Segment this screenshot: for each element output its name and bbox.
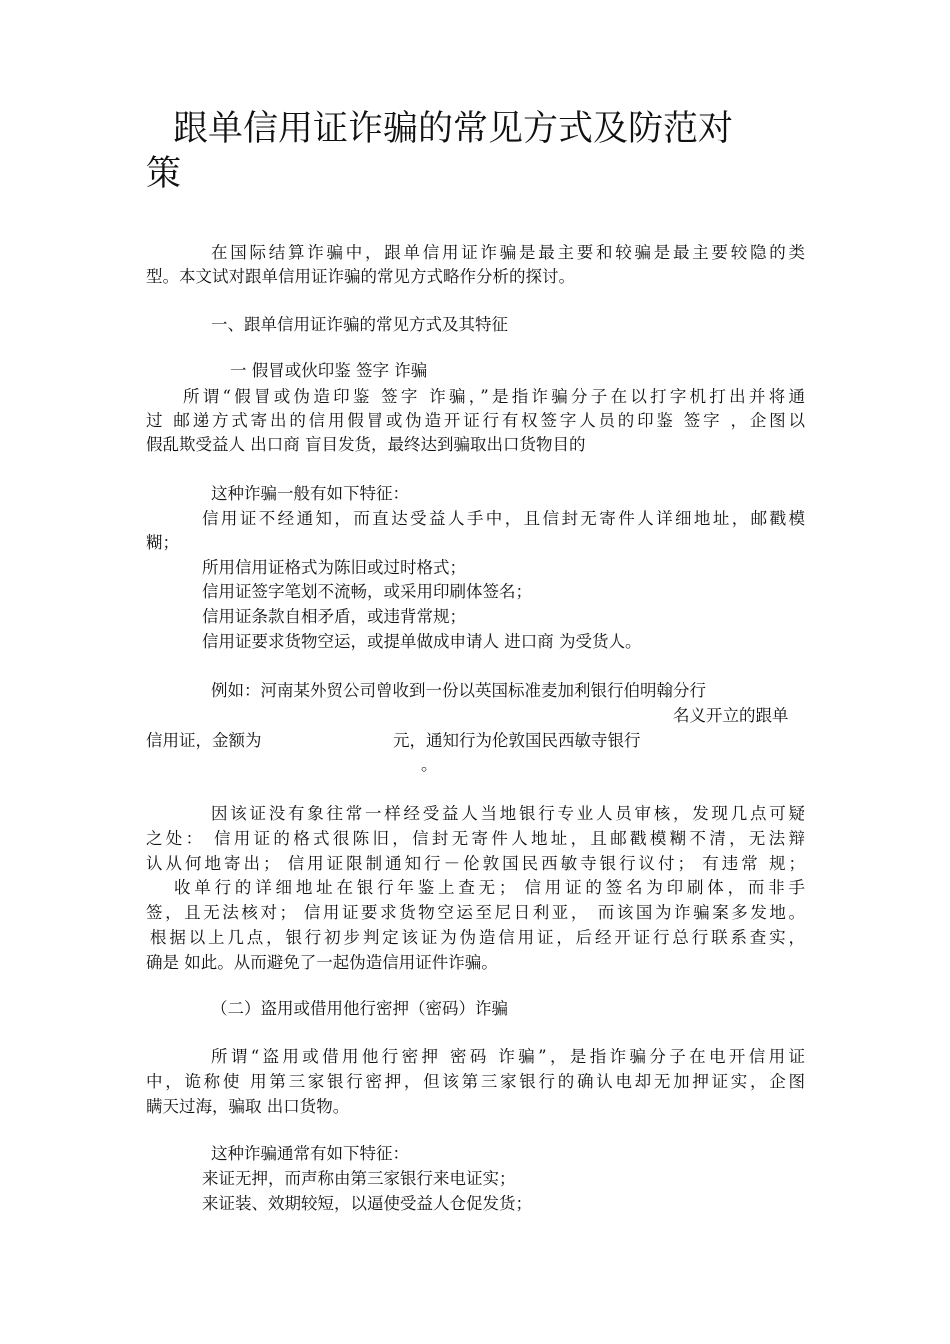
example-line: 元，通知行为伦敦国民西敏寺银行	[393, 731, 641, 750]
intro-paragraph-line: 型。本文试对跟单信用证诈骗的常见方式略作分析的探讨。	[146, 267, 575, 286]
intro-paragraph-line: 在国际结算诈骗中，跟单信用证诈骗是最主要和较骗是最主要较隐的类	[211, 243, 805, 262]
paragraph-line: 假乱欺受益人 出口商 盲目发货，最终达到骗取出口货物目的	[146, 435, 586, 454]
paragraph-line: 收单行的详细地址在银行年鉴上查无； 信用证的签名为印刷体，而非手	[174, 878, 805, 897]
example-line: 例如：河南某外贸公司曾收到一份以英国标准麦加利银行伯明翰分行	[211, 681, 706, 700]
paragraph-line: 确是 如此。从而避免了一起伪造信用证件诈骗。	[146, 953, 498, 972]
feature-item: 所用信用证格式为陈旧或过时格式；	[202, 558, 466, 577]
doc-title-line1: 跟单信用证诈骗的常见方式及防范对	[173, 109, 734, 149]
paragraph-line: 瞒天过海，骗取 出口货物。	[146, 1097, 350, 1116]
paragraph-line: 根据以上几点，银行初步判定该证为伪造信用证，后经开证行总行联系查实，	[150, 928, 805, 947]
subsection-heading: 一 假冒或伙印鉴 签字 诈骗	[230, 361, 428, 380]
feature-item: 糊；	[146, 533, 179, 552]
paragraph-line: 所谓“假冒或伪造印鉴 签字 诈骗，”是指诈骗分子在以打字机打出并将通	[183, 387, 805, 406]
feature-item: 信用证条款自相矛盾，或违背常规；	[202, 607, 466, 626]
features-intro: 这种诈骗一般有如下特征：	[211, 484, 409, 503]
paragraph-line: 所谓“盗用或借用他行密押 密码 诈骗”，是指诈骗分子在电开信用证	[211, 1047, 805, 1066]
example-line: 名义开立的跟单	[673, 706, 789, 725]
section-heading: 一、跟单信用证诈骗的常见方式及其特征	[211, 315, 508, 334]
paragraph-line: 认从何地寄出； 信用证限制通知行－伦敦国民西敏寺银行议付； 有违常 规；	[146, 854, 805, 873]
paragraph-line: 签，且无法核对； 信用证要求货物空运至尼日利亚， 而该国为诈骗案多发地。	[146, 903, 805, 922]
feature-item: 信用证签字笔划不流畅，或采用印刷体签名；	[202, 582, 532, 601]
paragraph-line: 之处： 信用证的格式很陈旧，信封无寄件人地址，且邮戳模糊不清，无法辩	[146, 829, 805, 848]
feature-item: 来证无押，而声称由第三家银行来电证实；	[202, 1169, 516, 1188]
feature-item: 信用证不经通知，而直达受益人手中，且信封无寄件人详细地址，邮戳模	[202, 509, 805, 528]
paragraph-line: 因该证没有象往常一样经受益人当地银行专业人员审核，发现几点可疑	[211, 804, 805, 823]
paragraph-line: 中，诡称使 用第三家银行密押，但该第三家银行的确认电却无加押证实，企图	[146, 1072, 805, 1091]
feature-item: 来证装、效期较短，以逼使受益人仓促发货；	[202, 1194, 532, 1213]
example-line: 。	[421, 755, 438, 774]
subsection-heading: （二）盗用或借用他行密押（密码）诈骗	[211, 999, 508, 1018]
example-line: 信用证，金额为	[146, 731, 262, 750]
feature-item: 信用证要求货物空运，或提单做成申请人 进口商 为受货人。	[202, 632, 642, 651]
doc-title-line2: 策	[146, 154, 182, 194]
features-intro: 这种诈骗通常有如下特征：	[211, 1144, 409, 1163]
paragraph-line: 过 邮递方式寄出的信用假冒或伪造开证行有权签字人员的印鉴 签字 ，企图以	[146, 411, 805, 430]
